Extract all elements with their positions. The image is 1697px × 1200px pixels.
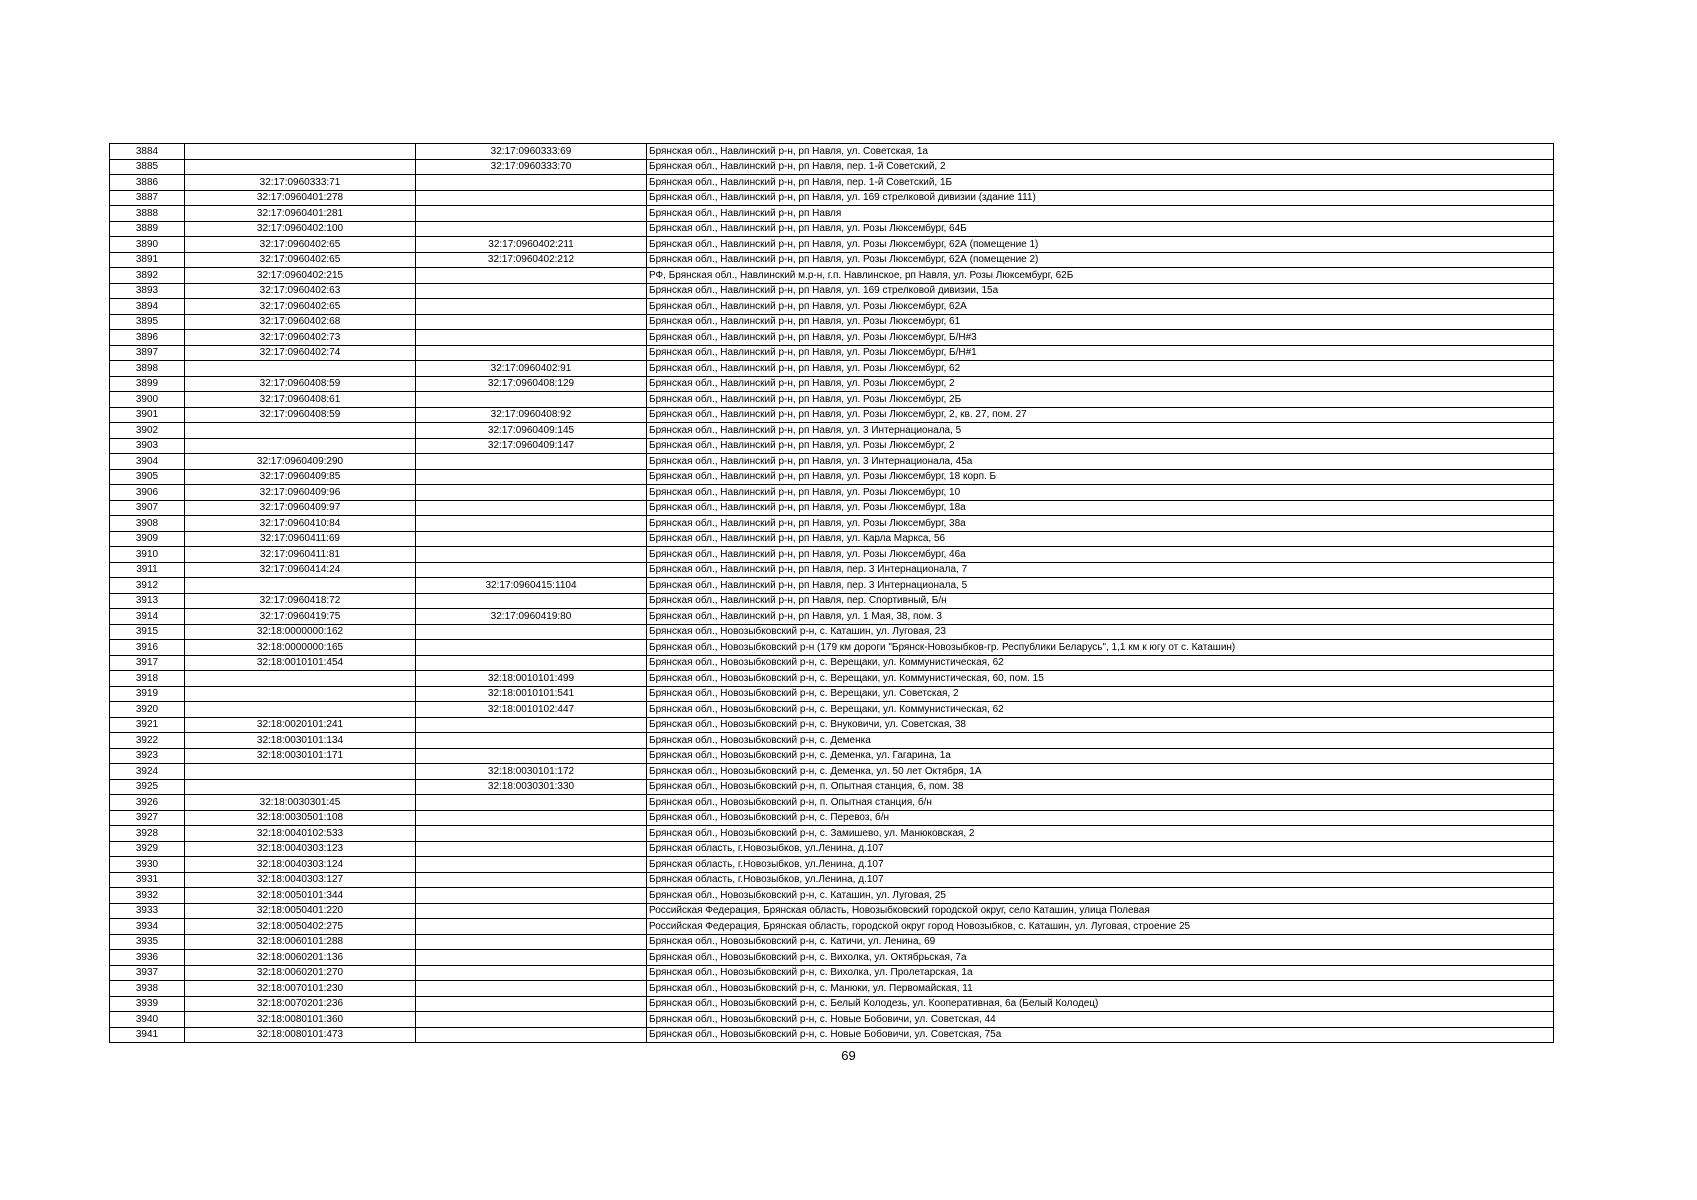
address-cell: Брянская обл., Навлинский р-н, рп Навля, ул. Розы Люксембург, 10 <box>647 485 1554 501</box>
address-cell: Брянская обл., Навлинский р-н, рп Навля, ул. Советская, 1а <box>647 144 1554 160</box>
table-row <box>110 423 1554 439</box>
row-number-cell: 3907 <box>110 500 185 516</box>
object-cadastral-number-cell <box>416 795 647 811</box>
object-cadastral-number-cell <box>416 330 647 346</box>
row-number-cell: 3935 <box>110 934 185 950</box>
object-cadastral-number-cell <box>416 934 647 950</box>
row-number-cell: 3925 <box>110 779 185 795</box>
table-row <box>110 934 1554 950</box>
row-number-cell: 3912 <box>110 578 185 594</box>
address-cell: Брянская обл., Навлинский р-н, рп Навля, ул. Розы Люксембург, 62 <box>647 361 1554 377</box>
address-cell: Брянская обл., Новозыбковский р-н, п. Опытная станция, б/н <box>647 795 1554 811</box>
table-body <box>110 144 1554 1043</box>
table-row <box>110 237 1554 253</box>
address-cell: Брянская обл., Новозыбковский р-н, с. Деменка, ул. Гагарина, 1а <box>647 748 1554 764</box>
address-cell: Брянская обл., Новозыбковский р-н, с. Белый Колодезь, ул. Кооперативная, 6а (Белый Колодец) <box>647 996 1554 1012</box>
table-row <box>110 159 1554 175</box>
cadastral-number-cell <box>185 764 416 780</box>
cadastral-number-cell: 32:17:0960409:96 <box>185 485 416 501</box>
table-row <box>110 361 1554 377</box>
address-cell: Брянская обл., Новозыбковский р-н, с. Каташин, ул. Луговая, 25 <box>647 888 1554 904</box>
object-cadastral-number-cell: 32:17:0960333:69 <box>416 144 647 160</box>
object-cadastral-number-cell <box>416 748 647 764</box>
table-row <box>110 593 1554 609</box>
cadastral-number-cell: 32:18:0040303:127 <box>185 872 416 888</box>
row-number-cell: 3894 <box>110 299 185 315</box>
row-number-cell: 3896 <box>110 330 185 346</box>
address-cell: Брянская обл., Новозыбковский р-н, с. Замишево, ул. Манюковская, 2 <box>647 826 1554 842</box>
table-row <box>110 283 1554 299</box>
object-cadastral-number-cell <box>416 1012 647 1028</box>
cadastral-number-cell <box>185 702 416 718</box>
table-row <box>110 454 1554 470</box>
object-cadastral-number-cell <box>416 206 647 222</box>
table-row <box>110 671 1554 687</box>
object-cadastral-number-cell <box>416 516 647 532</box>
object-cadastral-number-cell <box>416 268 647 284</box>
row-number-cell: 3934 <box>110 919 185 935</box>
cadastral-number-cell: 32:17:0960402:65 <box>185 237 416 253</box>
table-row <box>110 965 1554 981</box>
cadastral-number-cell: 32:18:0030301:45 <box>185 795 416 811</box>
address-cell: Брянская обл., Новозыбковский р-н, с. Новые Бобовичи, ул. Советская, 44 <box>647 1012 1554 1028</box>
row-number-cell: 3933 <box>110 903 185 919</box>
object-cadastral-number-cell <box>416 624 647 640</box>
table-row <box>110 609 1554 625</box>
address-cell: Брянская обл., Навлинский р-н, рп Навля, ул. Розы Люксембург, Б/Н#1 <box>647 345 1554 361</box>
row-number-cell: 3906 <box>110 485 185 501</box>
object-cadastral-number-cell <box>416 655 647 671</box>
table-row <box>110 190 1554 206</box>
address-cell: Брянская обл., Новозыбковский р-н, п. Опытная станция, 6, пом. 38 <box>647 779 1554 795</box>
row-number-cell: 3938 <box>110 981 185 997</box>
row-number-cell: 3937 <box>110 965 185 981</box>
row-number-cell: 3916 <box>110 640 185 656</box>
table-row <box>110 175 1554 191</box>
table-row <box>110 996 1554 1012</box>
address-cell: Брянская обл., Навлинский р-н, рп Навля <box>647 206 1554 222</box>
row-number-cell: 3893 <box>110 283 185 299</box>
object-cadastral-number-cell <box>416 562 647 578</box>
cadastral-number-cell: 32:17:0960409:85 <box>185 469 416 485</box>
address-cell: Брянская обл., Навлинский р-н, рп Навля, ул. Розы Люксембург, 18 корп. Б <box>647 469 1554 485</box>
table-row <box>110 686 1554 702</box>
row-number-cell: 3926 <box>110 795 185 811</box>
object-cadastral-number-cell <box>416 531 647 547</box>
address-cell: Брянская обл., Новозыбковский р-н, с. Верещаки, ул. Коммунистическая, 62 <box>647 655 1554 671</box>
address-cell: Брянская обл., Навлинский р-н, рп Навля, ул. 1 Мая, 38, пом. 3 <box>647 609 1554 625</box>
cadastral-number-cell: 32:17:0960419:75 <box>185 609 416 625</box>
table-row <box>110 376 1554 392</box>
row-number-cell: 3889 <box>110 221 185 237</box>
table-row <box>110 857 1554 873</box>
table-row <box>110 640 1554 656</box>
table-row <box>110 516 1554 532</box>
object-cadastral-number-cell <box>416 454 647 470</box>
row-number-cell: 3903 <box>110 438 185 454</box>
table-row <box>110 345 1554 361</box>
table-row <box>110 252 1554 268</box>
cadastral-number-cell: 32:17:0960402:65 <box>185 299 416 315</box>
table-row <box>110 888 1554 904</box>
table-row <box>110 299 1554 315</box>
object-cadastral-number-cell <box>416 872 647 888</box>
table-row <box>110 950 1554 966</box>
cadastral-number-cell: 32:17:0960409:290 <box>185 454 416 470</box>
table-row <box>110 330 1554 346</box>
row-number-cell: 3911 <box>110 562 185 578</box>
object-cadastral-number-cell <box>416 283 647 299</box>
row-number-cell: 3888 <box>110 206 185 222</box>
cadastral-number-cell: 32:17:0960414:24 <box>185 562 416 578</box>
row-number-cell: 3913 <box>110 593 185 609</box>
address-cell: Брянская обл., Навлинский р-н, рп Навля, ул. Розы Люксембург, 62А <box>647 299 1554 315</box>
object-cadastral-number-cell <box>416 1027 647 1043</box>
row-number-cell: 3905 <box>110 469 185 485</box>
address-cell: Брянская обл., Навлинский р-н, рп Навля, пер. Спортивный, Б/н <box>647 593 1554 609</box>
row-number-cell: 3921 <box>110 717 185 733</box>
address-cell: Брянская обл., Навлинский р-н, рп Навля, ул. Розы Люксембург, 2 <box>647 376 1554 392</box>
address-cell: Брянская обл., Новозыбковский р-н, с. Внуковичи, ул. Советская, 38 <box>647 717 1554 733</box>
table-row <box>110 702 1554 718</box>
cadastral-number-cell: 32:17:0960401:281 <box>185 206 416 222</box>
object-cadastral-number-cell: 32:17:0960415:1104 <box>416 578 647 594</box>
row-number-cell: 3885 <box>110 159 185 175</box>
table-row <box>110 392 1554 408</box>
address-cell: Российская Федерация, Брянская область, Новозыбковский городской округ, село Каташин, улица Полевая <box>647 903 1554 919</box>
table-row <box>110 841 1554 857</box>
row-number-cell: 3910 <box>110 547 185 563</box>
cadastral-number-cell: 32:18:0080101:360 <box>185 1012 416 1028</box>
address-cell: Брянская обл., Новозыбковский р-н, с. Деменка <box>647 733 1554 749</box>
object-cadastral-number-cell <box>416 717 647 733</box>
object-cadastral-number-cell <box>416 485 647 501</box>
cadastral-number-cell: 32:17:0960408:61 <box>185 392 416 408</box>
cadastral-number-cell <box>185 779 416 795</box>
object-cadastral-number-cell <box>416 392 647 408</box>
object-cadastral-number-cell <box>416 810 647 826</box>
address-cell: Брянская обл., Новозыбковский р-н, с. Вихолка, ул. Пролетарская, 1а <box>647 965 1554 981</box>
object-cadastral-number-cell <box>416 640 647 656</box>
address-cell: Брянская обл., Новозыбковский р-н, с. Верещаки, ул. Коммунистическая, 60, пом. 15 <box>647 671 1554 687</box>
address-cell: Брянская обл., Новозыбковский р-н, с. Верещаки, ул. Коммунистическая, 62 <box>647 702 1554 718</box>
object-cadastral-number-cell <box>416 857 647 873</box>
row-number-cell: 3915 <box>110 624 185 640</box>
address-cell: Брянская обл., Навлинский р-н, рп Навля, пер. 3 Интернационала, 5 <box>647 578 1554 594</box>
table-row <box>110 919 1554 935</box>
row-number-cell: 3936 <box>110 950 185 966</box>
row-number-cell: 3923 <box>110 748 185 764</box>
cadastral-number-cell: 32:17:0960418:72 <box>185 593 416 609</box>
object-cadastral-number-cell: 32:17:0960409:145 <box>416 423 647 439</box>
table-row <box>110 206 1554 222</box>
address-cell: Брянская обл., Навлинский р-н, рп Навля, ул. Розы Люксембург, 38а <box>647 516 1554 532</box>
address-cell: Брянская обл., Новозыбковский р-н, с. Верещаки, ул. Советская, 2 <box>647 686 1554 702</box>
cadastral-number-cell: 32:17:0960402:215 <box>185 268 416 284</box>
cadastral-number-cell: 32:18:0060201:136 <box>185 950 416 966</box>
address-cell: Брянская обл., Новозыбковский р-н, с. Катичи, ул. Ленина, 69 <box>647 934 1554 950</box>
table-row <box>110 748 1554 764</box>
cadastral-number-cell <box>185 423 416 439</box>
cadastral-number-cell: 32:18:0040303:123 <box>185 841 416 857</box>
table-row <box>110 764 1554 780</box>
object-cadastral-number-cell <box>416 826 647 842</box>
cadastral-number-cell: 32:18:0060201:270 <box>185 965 416 981</box>
row-number-cell: 3932 <box>110 888 185 904</box>
address-cell: Брянская обл., Навлинский р-н, рп Навля, ул. Розы Люксембург, 18а <box>647 500 1554 516</box>
table-row <box>110 826 1554 842</box>
row-number-cell: 3931 <box>110 872 185 888</box>
address-cell: Брянская обл., Навлинский р-н, рп Навля, ул. 169 стрелковой дивизии, 15а <box>647 283 1554 299</box>
table-row <box>110 733 1554 749</box>
row-number-cell: 3900 <box>110 392 185 408</box>
table-row <box>110 221 1554 237</box>
cadastral-number-cell <box>185 159 416 175</box>
table-row <box>110 981 1554 997</box>
cadastral-number-cell <box>185 144 416 160</box>
row-number-cell: 3904 <box>110 454 185 470</box>
table-row <box>110 407 1554 423</box>
address-cell: Брянская обл., Навлинский р-н, рп Навля, ул. 3 Интернационала, 5 <box>647 423 1554 439</box>
page-number: 69 <box>841 1048 856 1063</box>
table-row <box>110 578 1554 594</box>
object-cadastral-number-cell <box>416 996 647 1012</box>
object-cadastral-number-cell <box>416 903 647 919</box>
row-number-cell: 3886 <box>110 175 185 191</box>
object-cadastral-number-cell <box>416 345 647 361</box>
table-row <box>110 655 1554 671</box>
cadastral-number-cell: 32:17:0960402:63 <box>185 283 416 299</box>
row-number-cell: 3891 <box>110 252 185 268</box>
row-number-cell: 3884 <box>110 144 185 160</box>
row-number-cell: 3917 <box>110 655 185 671</box>
cadastral-number-cell: 32:17:0960411:81 <box>185 547 416 563</box>
cadastral-number-cell <box>185 438 416 454</box>
row-number-cell: 3902 <box>110 423 185 439</box>
address-cell: Брянская обл., Новозыбковский р-н, с. Перевоз, б/н <box>647 810 1554 826</box>
table-row <box>110 485 1554 501</box>
address-cell: Брянская обл., Навлинский р-н, рп Навля, ул. Розы Люксембург, 2 <box>647 438 1554 454</box>
row-number-cell: 3914 <box>110 609 185 625</box>
table-row <box>110 717 1554 733</box>
table-row <box>110 268 1554 284</box>
cadastral-number-cell: 32:18:0030501:108 <box>185 810 416 826</box>
row-number-cell: 3895 <box>110 314 185 330</box>
object-cadastral-number-cell: 32:17:0960409:147 <box>416 438 647 454</box>
object-cadastral-number-cell: 32:17:0960408:129 <box>416 376 647 392</box>
address-cell: Брянская обл., Навлинский р-н, рп Навля, ул. Розы Люксембург, 46а <box>647 547 1554 563</box>
cadastral-number-cell <box>185 578 416 594</box>
address-cell: Брянская обл., Новозыбковский р-н, с. Деменка, ул. 50 лет Октября, 1А <box>647 764 1554 780</box>
cadastral-number-cell: 32:18:0000000:162 <box>185 624 416 640</box>
object-cadastral-number-cell <box>416 888 647 904</box>
object-cadastral-number-cell: 32:17:0960402:211 <box>416 237 647 253</box>
cadastral-number-cell: 32:17:0960411:69 <box>185 531 416 547</box>
cadastral-number-cell: 32:17:0960410:84 <box>185 516 416 532</box>
cadastral-number-cell: 32:18:0000000:165 <box>185 640 416 656</box>
table-row <box>110 562 1554 578</box>
table-row <box>110 1012 1554 1028</box>
cadastral-number-cell: 32:18:0050101:344 <box>185 888 416 904</box>
cadastral-number-cell: 32:17:0960402:100 <box>185 221 416 237</box>
address-cell: Российская Федерация, Брянская область, городской округ город Новозыбков, с. Каташин, ул. Луговая, строение 25 <box>647 919 1554 935</box>
row-number-cell: 3892 <box>110 268 185 284</box>
cadastral-number-cell <box>185 671 416 687</box>
cadastral-number-cell <box>185 686 416 702</box>
object-cadastral-number-cell <box>416 190 647 206</box>
address-cell: Брянская обл., Новозыбковский р-н, с. Каташин, ул. Луговая, 23 <box>647 624 1554 640</box>
object-cadastral-number-cell: 32:17:0960408:92 <box>416 407 647 423</box>
object-cadastral-number-cell: 32:18:0010101:541 <box>416 686 647 702</box>
object-cadastral-number-cell: 32:17:0960402:91 <box>416 361 647 377</box>
address-cell: Брянская обл., Навлинский р-н, рп Навля, ул. Розы Люксембург, 2, кв. 27, пом. 27 <box>647 407 1554 423</box>
address-cell: Брянская обл., Новозыбковский р-н, с. Новые Бобовичи, ул. Советская, 75а <box>647 1027 1554 1043</box>
cadastral-number-cell: 32:18:0070101:230 <box>185 981 416 997</box>
row-number-cell: 3909 <box>110 531 185 547</box>
cadastral-number-cell: 32:18:0030101:171 <box>185 748 416 764</box>
address-cell: Брянская обл., Навлинский р-н, рп Навля, ул. Розы Люксембург, Б/Н#3 <box>647 330 1554 346</box>
row-number-cell: 3908 <box>110 516 185 532</box>
cadastral-number-cell: 32:18:0040303:124 <box>185 857 416 873</box>
cadastral-number-cell: 32:18:0040102:533 <box>185 826 416 842</box>
cadastral-number-cell: 32:17:0960401:278 <box>185 190 416 206</box>
table-row <box>110 314 1554 330</box>
cadastral-number-cell: 32:17:0960402:74 <box>185 345 416 361</box>
row-number-cell: 3929 <box>110 841 185 857</box>
cadastral-number-cell: 32:18:0020101:241 <box>185 717 416 733</box>
row-number-cell: 3928 <box>110 826 185 842</box>
row-number-cell: 3920 <box>110 702 185 718</box>
table-row <box>110 810 1554 826</box>
table-row <box>110 547 1554 563</box>
table-row <box>110 795 1554 811</box>
object-cadastral-number-cell: 32:17:0960333:70 <box>416 159 647 175</box>
object-cadastral-number-cell: 32:17:0960419:80 <box>416 609 647 625</box>
cadastral-number-cell: 32:18:0030101:134 <box>185 733 416 749</box>
row-number-cell: 3941 <box>110 1027 185 1043</box>
row-number-cell: 3940 <box>110 1012 185 1028</box>
object-cadastral-number-cell <box>416 314 647 330</box>
object-cadastral-number-cell: 32:17:0960402:212 <box>416 252 647 268</box>
row-number-cell: 3887 <box>110 190 185 206</box>
object-cadastral-number-cell: 32:18:0010102:447 <box>416 702 647 718</box>
table-row <box>110 1027 1554 1043</box>
cadastral-number-cell: 32:17:0960402:65 <box>185 252 416 268</box>
row-number-cell: 3901 <box>110 407 185 423</box>
row-number-cell: 3899 <box>110 376 185 392</box>
cadastral-number-cell: 32:18:0060101:288 <box>185 934 416 950</box>
table-row <box>110 872 1554 888</box>
row-number-cell: 3924 <box>110 764 185 780</box>
address-cell: Брянская обл., Навлинский р-н, рп Навля, ул. Розы Люксембург, 2Б <box>647 392 1554 408</box>
table-row <box>110 144 1554 160</box>
cadastral-number-cell: 32:17:0960408:59 <box>185 407 416 423</box>
address-cell: Брянская обл., Новозыбковский р-н (179 км дороги "Брянск-Новозыбков-гр. Республики Беларусь", 1,1 км к югу от с. Каташин) <box>647 640 1554 656</box>
address-cell: Брянская обл., Навлинский р-н, рп Навля, ул. 3 Интернационала, 45а <box>647 454 1554 470</box>
property-table <box>109 143 1554 1043</box>
object-cadastral-number-cell <box>416 299 647 315</box>
address-cell: Брянская обл., Навлинский р-н, рп Навля, ул. Карла Маркса, 56 <box>647 531 1554 547</box>
object-cadastral-number-cell <box>416 981 647 997</box>
table-row <box>110 438 1554 454</box>
address-cell: Брянская обл., Новозыбковский р-н, с. Вихолка, ул. Октябрьская, 7а <box>647 950 1554 966</box>
object-cadastral-number-cell <box>416 919 647 935</box>
object-cadastral-number-cell <box>416 175 647 191</box>
cadastral-number-cell: 32:17:0960402:68 <box>185 314 416 330</box>
table-row <box>110 469 1554 485</box>
object-cadastral-number-cell: 32:18:0030101:172 <box>416 764 647 780</box>
address-cell: Брянская обл., Навлинский р-н, рп Навля, ул. Розы Люксембург, 62А (помещение 1) <box>647 237 1554 253</box>
row-number-cell: 3918 <box>110 671 185 687</box>
row-number-cell: 3927 <box>110 810 185 826</box>
row-number-cell: 3919 <box>110 686 185 702</box>
address-cell: Брянская область, г.Новозыбков, ул.Ленина, д.107 <box>647 872 1554 888</box>
address-cell: РФ, Брянская обл., Навлинский м.р-н, г.п. Навлинское, рп Навля, ул. Розы Люксембург, 62Б <box>647 268 1554 284</box>
cadastral-number-cell: 32:17:0960409:97 <box>185 500 416 516</box>
cadastral-number-cell: 32:18:0010101:454 <box>185 655 416 671</box>
cadastral-number-cell: 32:17:0960408:59 <box>185 376 416 392</box>
row-number-cell: 3922 <box>110 733 185 749</box>
table-row <box>110 531 1554 547</box>
address-cell: Брянская обл., Навлинский р-н, рп Навля, ул. Розы Люксембург, 64Б <box>647 221 1554 237</box>
object-cadastral-number-cell <box>416 469 647 485</box>
cadastral-number-cell: 32:17:0960402:73 <box>185 330 416 346</box>
row-number-cell: 3930 <box>110 857 185 873</box>
cadastral-number-cell: 32:17:0960333:71 <box>185 175 416 191</box>
address-cell: Брянская обл., Навлинский р-н, рп Навля, пер. 3 Интернационала, 7 <box>647 562 1554 578</box>
object-cadastral-number-cell <box>416 733 647 749</box>
object-cadastral-number-cell <box>416 965 647 981</box>
object-cadastral-number-cell <box>416 841 647 857</box>
row-number-cell: 3897 <box>110 345 185 361</box>
table-row <box>110 624 1554 640</box>
address-cell: Брянская обл., Навлинский р-н, рп Навля, ул. Розы Люксембург, 61 <box>647 314 1554 330</box>
table-row <box>110 779 1554 795</box>
address-cell: Брянская обл., Новозыбковский р-н, с. Манюки, ул. Первомайская, 11 <box>647 981 1554 997</box>
object-cadastral-number-cell: 32:18:0030301:330 <box>416 779 647 795</box>
cadastral-number-cell: 32:18:0050401:220 <box>185 903 416 919</box>
object-cadastral-number-cell <box>416 547 647 563</box>
table-row <box>110 500 1554 516</box>
table-row <box>110 903 1554 919</box>
cadastral-number-cell: 32:18:0050402:275 <box>185 919 416 935</box>
object-cadastral-number-cell <box>416 950 647 966</box>
address-cell: Брянская обл., Навлинский р-н, рп Навля, пер. 1-й Советский, 1Б <box>647 175 1554 191</box>
address-cell: Брянская обл., Навлинский р-н, рп Навля, пер. 1-й Советский, 2 <box>647 159 1554 175</box>
address-cell: Брянская область, г.Новозыбков, ул.Ленина, д.107 <box>647 857 1554 873</box>
address-cell: Брянская обл., Навлинский р-н, рп Навля, ул. Розы Люксембург, 62А (помещение 2) <box>647 252 1554 268</box>
cadastral-number-cell: 32:18:0070201:236 <box>185 996 416 1012</box>
object-cadastral-number-cell <box>416 593 647 609</box>
object-cadastral-number-cell <box>416 500 647 516</box>
address-cell: Брянская обл., Навлинский р-н, рп Навля, ул. 169 стрелковой дивизии (здание 111) <box>647 190 1554 206</box>
cadastral-number-cell: 32:18:0080101:473 <box>185 1027 416 1043</box>
address-cell: Брянская область, г.Новозыбков, ул.Ленина, д.107 <box>647 841 1554 857</box>
object-cadastral-number-cell <box>416 221 647 237</box>
row-number-cell: 3898 <box>110 361 185 377</box>
cadastral-number-cell <box>185 361 416 377</box>
row-number-cell: 3890 <box>110 237 185 253</box>
row-number-cell: 3939 <box>110 996 185 1012</box>
object-cadastral-number-cell: 32:18:0010101:499 <box>416 671 647 687</box>
